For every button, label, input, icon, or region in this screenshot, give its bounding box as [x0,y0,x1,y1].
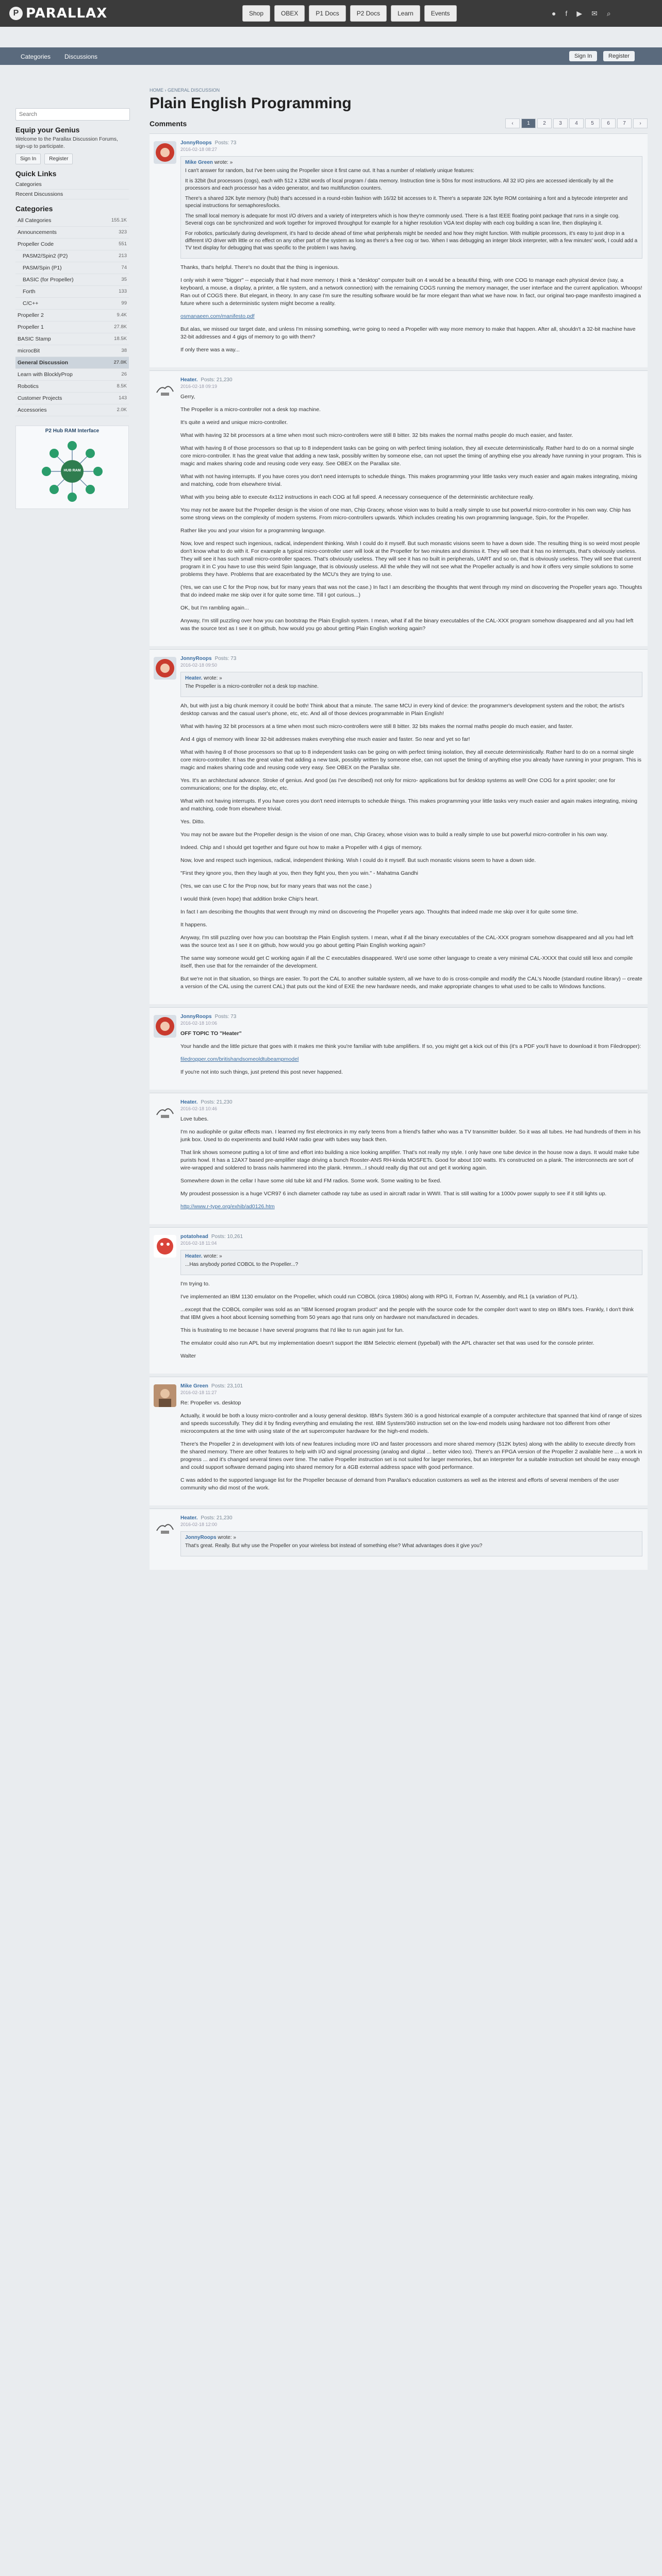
category-count: 551 [119,241,127,247]
comment-paragraph: But alas, we missed our target date, and unless I'm missing something, we're going to need a Propeller with way more memory to make that happen. After all, shouldn't a 32-bit machine have 32-bit addresses and 4 gigs of memory to go with them? [180,326,636,340]
quote-paragraph: It is 32bit (but processors (cogs), each with 512 x 32bit words of local program / data memory. Instruction time is 50ns for most instructions. All 32 I/O pins are accessed identically by all the processors and each processor has a video generator, and two multifunction counters. [185,178,614,191]
comment-paragraph: It happens. [180,922,207,928]
quick-link-recent-discussions[interactable]: Recent Discussions [15,190,129,199]
comment-list [150,133,648,1570]
comment-role: Posts: 10,261 [211,1234,243,1240]
comment-paragraph: If only there was a way... [180,347,240,353]
category-general-discussion[interactable] [15,357,129,369]
category-count: 155.1K [111,217,127,223]
sidebar [15,108,129,509]
comment-paragraph: What with having 32 bit processors at a time when most such micro-controllers were still 8 bitter. 32 bits makes the normal maths people do much easier, and faster. [180,432,573,438]
comment-body [180,156,642,354]
avatar-image [154,378,176,401]
comment-body [180,393,642,633]
comment-role: Posts: 21,230 [201,1099,233,1105]
breadcrumb[interactable]: HOME › GENERAL DISCUSSION [150,88,220,93]
category-count: 27.0K [113,360,127,365]
category-label: Accessories [18,407,47,413]
category-accessories[interactable] [15,404,129,416]
comment-paragraph: Gerry, [180,394,195,400]
avatar[interactable] [154,1235,176,1258]
category-label: Propeller Code [18,241,54,247]
category-label: BASIC (for Propeller) [23,277,74,283]
comment-date[interactable]: 2016-02-18 11:27 [180,1390,217,1395]
youtube-icon[interactable]: ▶ [576,9,583,18]
avatar-image [154,1384,176,1407]
category-count: 35 [121,277,127,282]
comment-link[interactable]: filedropper.com/britishandsomeoldtubeampmodel [180,1056,299,1062]
quote-paragraph: That's great. Really. But why use the Propeller on your wireless bot instead of something else? What advantages does it give you? [185,1543,483,1549]
comment-meta [180,1014,642,1020]
comment-item [150,1007,648,1090]
comment-paragraph: Thanks, that's helpful. There's no doubt that the thing is ingenious. [180,264,339,270]
comment-date[interactable]: 2016-02-18 10:06 [180,1021,218,1026]
category-label: C/C++ [23,300,39,307]
mail-icon[interactable]: ✉ [591,9,598,18]
comment-paragraph: What with having 32 bit processors at a time when most such micro-controllers were still 8 bitter. 32 bits makes the normal maths people do much easier, and faster. [180,723,573,730]
quote-author[interactable]: JonnyRoops [185,1535,217,1540]
category-c-cpp[interactable] [15,298,129,310]
quote-paragraph: The Propeller is a micro-controller not a desk top machine. [185,684,319,689]
comment-item [150,1509,648,1570]
sign-in-button[interactable]: Sign In [569,51,597,61]
category-propeller-2[interactable] [15,310,129,321]
comment-author[interactable]: JonnyRoops [180,1014,212,1020]
avatar-image [154,141,176,164]
social-links [552,9,611,18]
comment-paragraph: Anyway, I'm still puzzling over how you can bootstrap the Plain English system. I mean, what if all the binary executables of the CAL-XXX program somehow disappeared and all you had left was the source text as I see it on github, how would you go about getting Plain English working again? [180,618,634,632]
pager-item[interactable]: 3 [553,118,568,128]
pager-item[interactable]: 1 [521,118,536,128]
avatar-image [154,1100,176,1123]
comment-date[interactable]: 2016-02-18 12:00 [180,1522,218,1527]
quote-header [185,1253,638,1259]
comment-date[interactable]: 2016-02-18 08:27 [180,147,218,152]
pager-item[interactable]: 2 [537,118,552,128]
facebook-icon[interactable]: f [565,9,568,18]
register-button[interactable]: Register [603,51,635,61]
avatar-image [154,1516,176,1539]
category-count: 133 [119,289,127,294]
quote-paragraph: I can't answer for random, but I've been using the Propeller since it first came out. It has a number of relatively unique features: [185,168,474,174]
github-icon[interactable]: ● [552,9,556,18]
nav-obex[interactable]: OBEX [274,5,305,22]
comment-body [180,1399,642,1492]
comment-item [150,1227,648,1374]
comment-paragraph: It's quite a weird and unique micro-controller. [180,419,288,426]
comment-date[interactable]: 2016-02-18 09:50 [180,663,218,668]
comment-paragraph: What with not having interrupts. If you have cores you don't need interrupts to schedule things. This makes programming your little tasks very much easier and again makes integrating, mixing and matching, code from elsewhere trivial. [180,798,638,812]
blockquote [180,672,642,697]
category-basic-stamp[interactable] [15,333,129,345]
category-label: Propeller 2 [18,312,44,318]
category-pasm2[interactable] [15,250,129,262]
search-input[interactable] [15,108,130,121]
comment-item [150,133,648,367]
category-label: PASM2/Spin2 (P2) [23,253,68,259]
category-count: 26 [121,371,127,377]
pager-item[interactable]: 7 [617,118,632,128]
category-propeller-1[interactable] [15,321,129,333]
quote-paragraph: ...Has anybody ported COBOL to the Propeller...? [185,1262,299,1267]
blockquote [180,156,642,259]
comment-paragraph: Yes. Ditto. [180,819,205,825]
search-icon[interactable]: ⌕ [606,9,611,18]
avatar-image [154,1235,176,1258]
categories-link[interactable]: Categories [21,53,51,60]
comment-body [180,1250,642,1360]
avatar[interactable] [154,1015,176,1038]
category-count: 38 [121,348,127,353]
category-label: Learn with BlocklyProp [18,371,73,378]
comment-author[interactable]: Mike Green [180,1383,208,1389]
pager-item[interactable]: 5 [585,118,600,128]
avatar[interactable] [154,1100,176,1123]
avatar-image [154,657,176,680]
pager-item[interactable]: 6 [601,118,616,128]
comment-paragraph: Actually, it would be both a lousy micro-controller and a lousy general desktop. IBM's System 360 is a good historical example of a computer architecture that spanned that kind of range of sizes and speeds successfully. They did it by finding everything and emulating the rest. IBM System/360 instruction set on the low-end models using hardware not too different from other microcomputers at the time with using state of the art supercomputer hardware for the high-end models. [180,1413,642,1434]
nav-events[interactable]: Events [424,5,457,22]
comment-author[interactable]: JonnyRoops [180,140,212,146]
category-label: Announcements [18,229,57,235]
comment-item [150,649,648,1004]
category-label: BASIC Stamp [18,336,51,342]
comment-paragraph: The Propeller is a micro-controller not a desk top machine. [180,406,321,413]
comment-paragraph: There's the Propeller 2 in development with lots of new features including more I/O and faster processors and more shared memory (512K bytes) along with the ability to execute directly from the shared memory. There are other features to help with I/O and signal processing (analog and digital ... better video too). There's an FPGA version of the Propeller 2 available here ... a work in progress ... and it's changed several times over time. The native Propeller instruction set is not suited for larger memories, but an interpreter for a suitable instruction set should be easy enough and could support software demand paging into shared memory for a 4GB external address space with good performance. [180,1441,642,1470]
comment-role: Posts: 21,230 [201,1515,233,1521]
category-all[interactable] [15,215,129,227]
comment-paragraph: What with not having interrupts. If you have cores you don't need interrupts to schedule things. This makes programming your little tasks very much easier and again makes integrating, mixing and matching, code from elsewhere trivial. [180,473,638,487]
comment-paragraph: I would think (even hope) that addition broke Chip's heart. [180,896,319,902]
comment-paragraph: That link shows someone putting a lot of time and effort into building a nice looking amplifier. That's not really my style. I only have one tube device in the house now a days. It would make tube purists howl. It has a 12AX7 based pre-amplifier stage driving a bunch Rooster-ANS RH-kinda MOSFETs. Good for about 100 watts. It's constructed on a plank. The interconnects are sort of wire-wrapped and soldered to brass nails hammered into the plank. Hmmm...I should really dig that out and get it working again. [180,1149,639,1171]
comment-paragraph: If you're not into such things, just pretend this post never happened. [180,1069,343,1075]
category-label: Customer Projects [18,395,62,401]
blockquote [180,1531,642,1556]
category-robotics[interactable] [15,381,129,393]
category-forth[interactable] [15,286,129,298]
category-count: 9.4K [117,312,127,318]
quick-links [15,180,129,199]
category-customer-projects[interactable] [15,393,129,404]
quote-verb: wrote: » [204,1253,222,1259]
quick-links-title: Quick Links [15,170,57,178]
avatar[interactable] [154,141,176,164]
comment-meta [180,377,642,383]
comment-paragraph: Your handle and the little picture that goes with it makes me think you're familiar with tube amplifiers. If so, you might get a kick out of this (it's a PDF you'll have to download it from Filedropper): [180,1043,641,1049]
comment-item [150,370,648,646]
top-navbar [0,0,662,27]
comment-meta [180,1515,642,1521]
comment-paragraph: What with having 8 of those processors so that up to 8 independent tasks can be going on with perfect timing isolation, they all execute deterministically. Rather hard to do on a normal single core micro-controller. It has the great value that adding a new task, possibly written by someone else, can not upset the timing of anything else you already have running in your program. This is magic and makes sharing code and reusing code very easy. See OBEX on the Parallax site. [180,445,641,467]
main-content [150,88,648,1573]
quote-paragraph: There's a shared 32K byte memory (hub) that's accessed in a round-robin fashion with 16/32 bit accesses to it. There's a separate 32K byte ROM containing a font and a bytecode interpreter and special instructions for semaphores/locks. [185,196,628,209]
quote-author[interactable]: Heater. [185,1253,203,1259]
main-nav [242,5,457,22]
comment-body [180,672,642,991]
comment-paragraph: ...except that the COBOL compiler was sold as an "IBM licensed program product" and the people with the source code for the compiler don't want to step on IBM's toes. Frankly, I don't think that IBM gives a hoot about licensing something from 50 years ago that runs only on hardware not manufactured in decades. [180,1307,634,1320]
category-basic-propeller[interactable] [15,274,129,286]
comment-link[interactable]: http://www.r-type.org/exhib/ad0126.htm [180,1204,275,1210]
comment-paragraph: Somewhere down in the cellar I have some old tube kit and FM radios. Some work. Some waiting to be fixed. [180,1178,441,1184]
comment-paragraph: You may not be aware but the Propeller design is the vision of one man, Chip Gracey, whose vision was to build a really simple to use but powerful micro-controller in his own way. [180,832,608,838]
comment-paragraph: (Yes, we can use C for the Prop now, but for many years that was not the case.) In fact I am describing the thoughts that went through my mind on discovering the Propeller years ago. Thoughts that do indeed make me skip over it for quite some time. Till I got curious...) [180,584,642,598]
equip-title: Equip your Genius [15,126,80,134]
category-count: 99 [121,300,127,306]
comment-paragraph: Re: Propeller vs. desktop [180,1400,241,1406]
category-label: All Categories [18,217,52,224]
category-list [15,215,129,416]
comment-paragraph: In fact I am describing the thoughts that went through my mind on discovering the Propeller years ago. Thoughts that indeed made me skip over it for quite some time. [180,909,578,915]
quote-verb: wrote: » [204,675,222,681]
comment-author[interactable]: potatohead [180,1234,208,1240]
comment-paragraph: Now, love and respect such ingenious, radical, independent thinking. Wish I could do it myself. But such monastic visions seem to have a down side. [180,857,536,863]
comment-paragraph: My proudest possession is a huge VCR97 6 inch diameter cathode ray tube as used in aircraft radar in WWII. That is still waiting for a 1000v power supply to see if it still lights up. [180,1191,607,1197]
avatar-image [154,1015,176,1038]
sidebar-sign-in-button[interactable]: Sign In [15,154,41,164]
comment-paragraph: I only wish it were "bigger" -- especially that it had more memory. I think a "desktop" computer built on 4 would be a beautiful thing, with one COG to manage each physical device (say, a keyboard, a mouse, a display, a printer, a file system, and a network connection) with the remaining COGS running the memory manager, the user interface and the current application. Whoops! Ran out of COGS there. But elegant, in theory. In any case I'm sure the resulting software would be far more elegant than what we have now. In fact, our original two-page manifesto imagined a future where such a deterministic system might become a reality. [180,277,642,307]
avatar[interactable] [154,378,176,401]
category-count: 27.8K [114,324,127,330]
parallax-logo[interactable] [9,5,112,22]
quote-header [185,160,638,165]
pager-item[interactable]: ‹ [505,118,520,128]
logo-mark: P [9,7,23,20]
diagram-center-label: HUB RAM [63,469,81,472]
comment-paragraph: The emulator could also run APL but my implementation doesn't support the IBM Selectric element (typeball) with the APL character set that was used for the console printer. [180,1340,594,1346]
comment-paragraph: Ah, but with just a big chunk memory it could be both! Think about that a minute. The same MCU in every kind of device: the programmer's development system and the robot; the artist's desktop canvas and the casual user's phone, etc, etc. And all of those devices programmable in Plain English! [180,703,624,717]
quote-author[interactable]: Heater. [185,675,203,681]
comment-paragraph: What with having 8 of those processors so that up to 8 independent tasks can be going on with perfect timing isolation, they all execute deterministically. Rather hard to do on a normal single core micro-controller. It has the great value that adding a new task, possibly written by someone else, can not upset the timing of anything else you already have running in your program. This is magic and makes sharing code and reusing code very easy. See OBEX on the Parallax site. [180,749,641,771]
category-count: 143 [119,395,127,401]
comment-item [150,1377,648,1505]
category-label: Propeller 1 [18,324,44,330]
forum-subbar [0,47,662,65]
comment-paragraph: I'm trying to. [180,1281,210,1287]
comment-paragraph: OFF TOPIC TO "Heater" [180,1030,242,1037]
page-title: Plain English Programming [150,95,352,112]
diagram-title: P2 Hub RAM Interface [45,428,100,434]
blockquote [180,1250,642,1275]
comment-paragraph: C was added to the supported language list for the Propeller because of demand from Parallax's education customers as well as the interest and efforts of several members of the user community who did most of the work. [180,1477,619,1491]
comment-author[interactable]: Heater. [180,1515,198,1521]
comment-role: Posts: 73 [214,656,237,662]
category-label: Forth [23,289,36,295]
comment-paragraph: Yes. It's an architectural advance. Stroke of genius. And good (as I've described) not only for micro- applications but for desktop systems as well! One COG for a print spooler; one for communications; one for the display, etc, etc. [180,777,616,791]
pagination [505,118,648,128]
quote-paragraph: For robotics, particularly during development, it's hard to decide ahead of time what peripherals might be needed and how they might function. With multiple processors, it's easy to just drop in a different I/O driver with little or no effect on any other part of the system as long as there's a free cog or two. When I was debugging an integer block interpreter, with a few minutes' work, I could add a TV text display for debugging that was specific to the problem I was having. [185,231,638,251]
quote-header [185,1535,638,1540]
comment-paragraph: But we're not in that situation, so things are easier. To port the CAL to another suitable system, all we have to do is cross-compile and modify the CAL's Noodle (standard routine library) -- create a version of the CAL using the current CAL) that puts out the kind of EXE the new hardware needs, and make appropriate changes to what used to be calls to Windows functions. [180,976,642,990]
nav-p1-docs[interactable]: P1 Docs [309,5,345,22]
category-count: 213 [119,253,127,259]
comment-role: Posts: 73 [214,140,237,146]
comment-date[interactable]: 2016-02-18 11:04 [180,1241,217,1246]
category-count: 18.5K [114,336,127,342]
category-pasm[interactable] [15,262,129,274]
comment-paragraph: Rather like you and your vision for a programming language. [180,528,326,534]
comment-link[interactable]: osmanaeen.com/manifesto.pdf [180,313,255,319]
discussions-link[interactable]: Discussions [64,53,98,60]
comment-paragraph: Anyway, I'm still puzzling over how you can bootstrap the Plain English system. I mean, what if all the binary executables of the CAL-XXX program somehow disappeared and all you had left was the source text as I see it on github, how would you go about getting Plain English working again? [180,935,634,948]
category-label: Robotics [18,383,39,389]
category-count: 8.5K [117,383,127,389]
comment-paragraph: OK, but I'm rambling again... [180,605,249,611]
category-label: microcBit [18,348,40,354]
categories-title: Categories [15,205,53,213]
category-count: 323 [119,229,127,235]
nav-learn[interactable]: Learn [391,5,420,22]
logo-text: PARALLAX [26,6,108,21]
nav-p2-docs[interactable]: P2 Docs [350,5,387,22]
category-propeller-code[interactable] [15,239,129,250]
comment-body [180,1115,642,1211]
category-microbit[interactable] [15,345,129,357]
hub-ram-diagram[interactable] [15,426,129,509]
avatar[interactable] [154,657,176,680]
comment-paragraph: Love tubes. [180,1116,209,1122]
comment-role: Posts: 23,101 [211,1383,243,1389]
category-count: 2.0K [117,407,127,413]
quote-verb: wrote: » [214,160,233,165]
pager-item[interactable]: 4 [569,118,584,128]
comment-meta [180,656,642,662]
comment-paragraph: Indeed. Chip and I should get together and figure out how to make a Propeller with 4 gigs of memory. [180,844,423,851]
avatar[interactable] [154,1384,176,1407]
quick-link-categories[interactable]: Categories [15,180,129,190]
comment-role: Posts: 21,230 [201,377,233,383]
comment-meta [180,1099,642,1105]
comment-paragraph: You may not be aware but the Propeller design is the vision of one man, Chip Gracey, whose vision was to build a really simple to use but powerful micro-controller in his own way. Chip has some strong views on the complexity of modern systems. From micro-controllers upwards. Which includes creating his own programming language, Spin, for the Propeller. [180,507,631,521]
comment-date[interactable]: 2016-02-18 10:46 [180,1106,218,1111]
sidebar-register-button[interactable]: Register [44,154,73,164]
comment-paragraph: This is frustrating to me because I have several programs that I'd like to run again just for fun. [180,1327,404,1333]
comment-paragraph: "First they ignore you, then they laugh at you, then they fight you, then you win." - Mahatma Gandhi [180,870,418,876]
category-blocklyprop[interactable] [15,369,129,381]
comment-role: Posts: 73 [214,1014,237,1020]
quote-verb: wrote: » [218,1535,236,1540]
category-count: 74 [121,265,127,270]
quote-paragraph: The small local memory is adequate for most I/O drivers and a variety of interpreters which is how they're commonly used. There is a fast IEEE floating point package that runs in a single cog. Several cogs can be synchronized and work together for improved throughput for example for a higher resolution VGA text display with each cog building a scan line, then displaying it. [185,213,620,226]
comment-body [180,1531,642,1556]
comments-label: Comments [150,119,187,128]
category-label: PASM/Spin (P1) [23,265,62,271]
avatar[interactable] [154,1516,176,1539]
comment-date[interactable]: 2016-02-18 09:19 [180,384,218,389]
comment-paragraph: (Yes, we can use C for the Prop now, but for many years that was not the case.) [180,883,372,889]
category-label: General Discussion [18,360,69,366]
comment-paragraph: I'm no audiophile or guitar effects man. I learned my first electronics in my early teens from a friend's father who was a TV transmitter builder. So it was all tubes. He had hundreds of them in his junk box. Used to do experiments and build HAM radio gear with tubes way back then. [180,1129,641,1143]
comments-header [150,118,648,128]
comment-paragraph: What with you being able to execute 4x112 instructions in each COG at full speed. A necessary consequence of the deterministic architecture really. [180,494,534,500]
nav-shop[interactable]: Shop [242,5,270,22]
comment-meta [180,1234,642,1240]
comment-author[interactable]: Heater. [180,1099,198,1105]
quote-author[interactable]: Mike Green [185,160,213,165]
equip-text: Welcome to the Parallax Discussion Forums, sign-up to participate. [15,137,118,149]
comment-meta [180,140,642,146]
comment-author[interactable]: JonnyRoops [180,656,212,662]
comment-meta [180,1383,642,1389]
comment-item [150,1093,648,1224]
category-announcements[interactable] [15,227,129,239]
pager-item[interactable]: › [633,118,648,128]
comment-body [180,1030,642,1076]
quote-header [185,675,638,681]
comment-paragraph: Now, love and respect such ingenious, radical, independent thinking. Wish I could do it myself. But such monastic visions seem to have a down side. The resulting thing is so weird most people don't know what to do with it. For example a typical micro-controller user will look at the Propeller for two minutes and dismiss it. They will see that it has no interrupts, that's obviously useless. They will see it has such small micro-controller spaces. That's obviously useless. They will see it has no built in peripherals, UART and so on, that is obviously useless. They will see that current program it in C you have to use this weird Spin language, that is obviously useless. All the while they will not see what the Propeller actually is and how it offers very simple solutions to some problems they have. Problems that are exacerbated by the MCU's they are trying to use. [180,540,641,578]
comment-paragraph: The same way someone would get C working again if all the C executables disappeared. We'd use some other language to create a very minimal CAL-XXXX that could still lexx and compile itself, then use that for the remainder of the development. [180,955,633,969]
comment-paragraph: And 4 gigs of memory with linear 32-bit addresses makes everything else much easier and faster. So near and yet so far! [180,736,470,742]
comment-author[interactable]: Heater. [180,377,198,383]
comment-paragraph: Walter [180,1353,196,1359]
comment-paragraph: I've implemented an IBM 1130 emulator on the Propeller, which could run COBOL (circa 1980s) along with RPG II, Fortran IV, Assembly, and RL1 (a variation of PL/1). [180,1294,578,1300]
